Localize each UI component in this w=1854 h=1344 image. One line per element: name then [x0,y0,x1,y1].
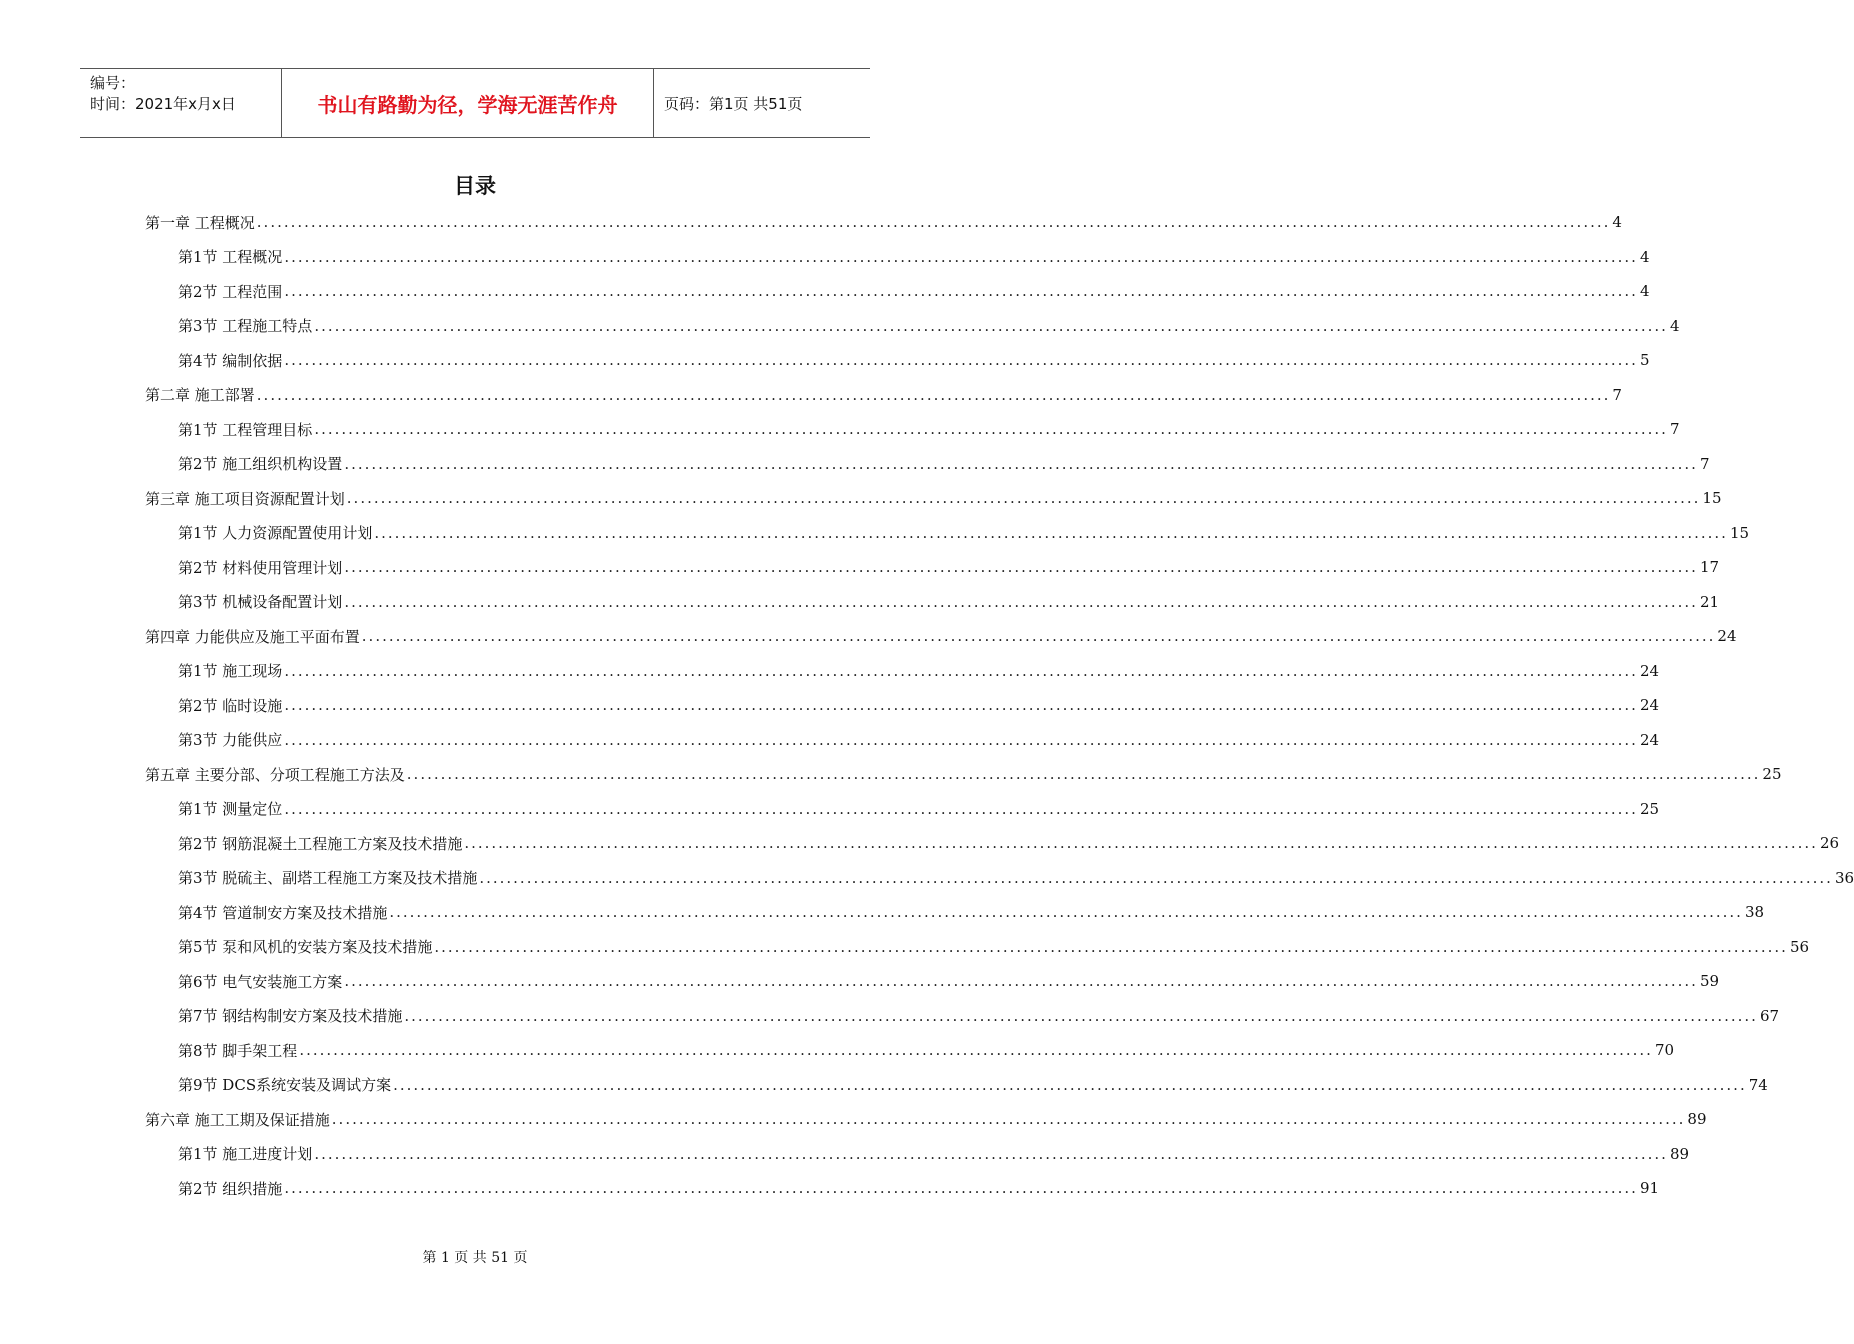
toc-dot-leader: ........................................................................................................................................................................................................ [284,661,1638,680]
toc-entry-page: 15 [1729,523,1750,542]
toc-entry-page: 5 [1639,351,1650,370]
toc-entry-page: 4 [1612,213,1622,232]
toc-dot-leader: ........................................................................................................................................................................................................ [314,316,1668,335]
toc-dot-leader: ........................................................................................................................................................................................................ [393,1075,1747,1094]
toc-entry-label: 第1节 测量定位 [178,800,283,819]
toc-dot-leader: ........................................................................................................................................................................................................ [464,834,1818,853]
toc-section-entry[interactable] [145,688,1660,723]
toc-entry-label: 第1节 施工进度计划 [178,1145,313,1164]
toc-entry-page: 70 [1654,1041,1675,1060]
toc-section-entry[interactable] [145,550,1720,585]
toc-entry-label: 第4节 编制依据 [178,351,283,370]
toc-section-entry[interactable] [145,895,1765,930]
toc-section-entry[interactable] [145,999,1780,1034]
toc-entry-label: 第3节 脱硫主、副塔工程施工方案及技术措施 [178,869,478,888]
toc-dot-leader: ........................................................................................................................................................................................................ [389,903,1743,922]
header-meta [80,69,282,137]
document-time-label: 时间：2021年x月x日 [90,95,236,113]
page-footer: 第 1 页 共 51 页 [422,1250,528,1266]
toc-chapter-entry[interactable] [145,1102,1707,1137]
toc-dot-leader: ........................................................................................................................................................................................................ [314,420,1668,439]
toc-section-entry[interactable] [145,1137,1690,1172]
toc-entry-label: 第三章 施工项目资源配置计划 [145,489,345,508]
toc-entry-page: 25 [1762,765,1782,784]
table-of-contents [145,205,1854,1206]
toc-entry-label: 第7节 钢结构制安方案及技术措施 [178,1007,403,1026]
toc-entry-label: 第3节 工程施工特点 [178,317,313,336]
toc-entry-page: 24 [1717,627,1737,646]
toc-section-entry[interactable] [145,1033,1675,1068]
toc-chapter-entry[interactable] [145,378,1622,413]
toc-entry-page: 38 [1744,903,1765,922]
toc-dot-leader: ........................................................................................................................................................................................................ [284,247,1638,266]
toc-dot-leader: ........................................................................................................................................................................................................ [331,1110,1686,1129]
toc-entry-page: 36 [1834,868,1854,887]
toc-entry-page: 67 [1759,1006,1780,1025]
toc-title: 目录 [454,174,496,198]
toc-dot-leader: ........................................................................................................................................................................................................ [374,523,1728,542]
header-page-info: 页码：第1页 共51页 [664,94,803,113]
toc-dot-leader: ........................................................................................................................................................................................................ [299,1041,1653,1060]
toc-entry-page: 7 [1612,385,1622,404]
toc-dot-leader: ........................................................................................................................................................................................................ [434,937,1788,956]
toc-entry-label: 第6节 电气安装施工方案 [178,972,343,991]
toc-section-entry[interactable] [145,723,1660,758]
toc-dot-leader: ........................................................................................................................................................................................................ [284,1179,1638,1198]
toc-entry-page: 24 [1639,661,1660,680]
toc-entry-label: 第2节 组织措施 [178,1179,283,1198]
toc-dot-leader: ........................................................................................................................................................................................................ [479,868,1833,887]
toc-chapter-entry[interactable] [145,619,1737,654]
toc-entry-page: 7 [1699,454,1710,473]
header-motto: 书山有路勤为径，学海无涯苦作舟 [282,69,654,137]
toc-entry-page: 89 [1669,1144,1690,1163]
toc-section-entry[interactable] [145,309,1680,344]
toc-entry-label: 第六章 施工工期及保证措施 [145,1110,330,1129]
toc-entry-label: 第2节 临时设施 [178,696,283,715]
toc-section-entry[interactable] [145,861,1854,896]
toc-entry-label: 第1节 施工现场 [178,662,283,681]
toc-entry-label: 第2节 工程范围 [178,282,283,301]
toc-section-entry[interactable] [145,516,1750,551]
toc-entry-label: 第二章 施工部署 [145,386,255,405]
toc-entry-page: 59 [1699,972,1720,991]
toc-chapter-entry[interactable] [145,205,1622,240]
toc-section-entry[interactable] [145,654,1660,689]
toc-entry-label: 第3节 力能供应 [178,731,283,750]
document-number-label: 编号： [90,74,136,92]
toc-entry-label: 第1节 工程管理目标 [178,420,313,439]
toc-entry-page: 24 [1639,730,1660,749]
toc-entry-label: 第3节 机械设备配置计划 [178,593,343,612]
toc-dot-leader: ........................................................................................................................................................................................................ [344,592,1698,611]
toc-entry-label: 第四章 力能供应及施工平面布置 [145,627,360,646]
toc-chapter-entry[interactable] [145,481,1722,516]
toc-section-entry[interactable] [145,1171,1660,1206]
toc-section-entry[interactable] [145,274,1650,309]
toc-entry-page: 74 [1748,1075,1768,1094]
toc-entry-page: 4 [1639,282,1650,301]
toc-entry-page: 15 [1702,489,1722,508]
toc-entry-label: 第2节 施工组织机构设置 [178,455,343,474]
toc-entry-label: 第五章 主要分部、分项工程施工方法及 [145,765,405,784]
toc-entry-label: 第1节 工程概况 [178,248,283,267]
toc-dot-leader: ........................................................................................................................................................................................................ [346,489,1701,508]
toc-dot-leader: ........................................................................................................................................................................................................ [284,730,1638,749]
toc-entry-page: 89 [1687,1110,1707,1129]
toc-section-entry[interactable] [145,792,1660,827]
toc-section-entry[interactable] [145,240,1650,275]
toc-entry-page: 91 [1639,1179,1660,1198]
toc-entry-page: 17 [1699,558,1720,577]
toc-entry-page: 7 [1669,420,1680,439]
toc-entry-label: 第8节 脚手架工程 [178,1041,298,1060]
toc-chapter-entry[interactable] [145,757,1782,792]
toc-entry-label: 第2节 钢筋混凝土工程施工方案及技术措施 [178,834,463,853]
toc-section-entry[interactable] [145,930,1810,965]
toc-section-entry[interactable] [145,1068,1768,1103]
toc-section-entry[interactable] [145,964,1720,999]
toc-dot-leader: ........................................................................................................................................................................................................ [314,1144,1668,1163]
toc-dot-leader: ........................................................................................................................................................................................................ [344,972,1698,991]
toc-dot-leader: ........................................................................................................................................................................................................ [284,799,1638,818]
toc-entry-label: 第1节 人力资源配置使用计划 [178,524,373,543]
toc-entry-label: 第4节 管道制安方案及技术措施 [178,903,388,922]
toc-dot-leader: ........................................................................................................................................................................................................ [284,351,1638,370]
toc-entry-page: 4 [1639,247,1650,266]
page-header [80,68,870,138]
toc-dot-leader: ........................................................................................................................................................................................................ [404,1006,1758,1025]
toc-dot-leader: ........................................................................................................................................................................................................ [361,627,1716,646]
toc-dot-leader: ........................................................................................................................................................................................................ [344,558,1698,577]
toc-entry-page: 4 [1669,316,1680,335]
toc-entry-page: 24 [1639,696,1660,715]
toc-entry-page: 21 [1699,592,1720,611]
toc-entry-label: 第5节 泵和风机的安装方案及技术措施 [178,938,433,957]
toc-dot-leader: ........................................................................................................................................................................................................ [406,765,1761,784]
toc-entry-page: 25 [1639,799,1660,818]
toc-entry-label: 第一章 工程概况 [145,213,255,232]
toc-section-entry[interactable] [145,343,1650,378]
toc-entry-label: 第2节 材料使用管理计划 [178,558,343,577]
toc-section-entry[interactable] [145,826,1840,861]
toc-dot-leader: ........................................................................................................................................................................................................ [284,696,1638,715]
toc-entry-page: 56 [1789,937,1810,956]
toc-entry-page: 26 [1819,834,1840,853]
toc-dot-leader: ........................................................................................................................................................................................................ [256,385,1611,404]
toc-dot-leader: ........................................................................................................................................................................................................ [256,213,1611,232]
toc-dot-leader: ........................................................................................................................................................................................................ [344,454,1698,473]
toc-entry-label: 第9节 DCS系统安装及调试方案 [178,1076,392,1095]
toc-dot-leader: ........................................................................................................................................................................................................ [284,282,1638,301]
toc-section-entry[interactable] [145,412,1680,447]
toc-section-entry[interactable] [145,447,1710,482]
toc-section-entry[interactable] [145,585,1720,620]
